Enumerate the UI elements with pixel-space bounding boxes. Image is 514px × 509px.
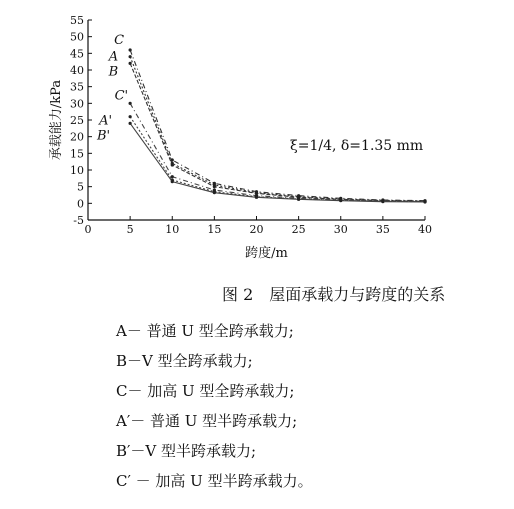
data-point-c-prime bbox=[129, 102, 132, 105]
y-tick-label: 5 bbox=[77, 180, 84, 194]
data-point-b bbox=[213, 185, 216, 188]
caption-item-a-prime: A′－ 普通 U 型半跨承载力; bbox=[116, 412, 298, 430]
data-point-b-prime bbox=[129, 122, 132, 125]
data-point-b-prime bbox=[423, 200, 426, 203]
y-tick-label: 50 bbox=[70, 30, 84, 44]
x-tick-label: 40 bbox=[418, 223, 432, 236]
y-tick-label: -5 bbox=[73, 214, 84, 227]
caption-title: 图 2 屋面承载力与跨度的关系 bbox=[222, 285, 446, 304]
data-point-a-prime bbox=[129, 115, 132, 118]
x-tick-label: 0 bbox=[84, 223, 92, 236]
data-point-b-prime bbox=[339, 199, 342, 202]
series-line-c bbox=[130, 50, 425, 201]
data-point-b bbox=[129, 62, 132, 65]
x-tick-label: 10 bbox=[165, 223, 180, 236]
series-label-c: C bbox=[114, 33, 125, 48]
y-tick-label: 0 bbox=[77, 197, 84, 211]
y-tick-label: 35 bbox=[70, 80, 84, 94]
caption-legend-list bbox=[116, 316, 313, 496]
data-point-b-prime bbox=[381, 200, 384, 203]
x-tick-label: 15 bbox=[207, 223, 222, 236]
data-point-b bbox=[171, 163, 174, 166]
y-tick-label: 20 bbox=[70, 130, 84, 144]
data-point-b-prime bbox=[171, 180, 174, 183]
x-tick-label: 5 bbox=[126, 223, 134, 236]
x-axis-title: 跨度/m bbox=[245, 246, 288, 261]
x-tick-label: 30 bbox=[333, 223, 348, 236]
y-axis-title: 承载能力/kPa bbox=[49, 79, 64, 161]
x-tick-label: 35 bbox=[375, 223, 390, 236]
caption-item-a: A－ 普通 U 型全跨承载力; bbox=[116, 322, 294, 340]
series-line-a bbox=[130, 57, 425, 201]
y-tick-label: 15 bbox=[70, 147, 84, 161]
series-label-a: A bbox=[108, 49, 119, 65]
data-point-c bbox=[129, 48, 132, 51]
data-point-b-prime bbox=[213, 191, 216, 194]
y-tick-label: 10 bbox=[70, 164, 84, 177]
series-line-a-prime bbox=[130, 117, 425, 202]
y-tick-label: 25 bbox=[70, 114, 84, 127]
series-label-c-prime: C' bbox=[114, 88, 129, 104]
y-tick-label: 40 bbox=[70, 64, 84, 77]
x-tick-label: 25 bbox=[291, 223, 306, 236]
y-tick-label: 55 bbox=[70, 14, 84, 27]
caption-item-b: B－V 型全跨承载力; bbox=[116, 352, 253, 370]
data-point-a bbox=[129, 55, 132, 58]
series-label-b: B bbox=[108, 64, 119, 80]
series-label-b-prime: B' bbox=[96, 128, 111, 144]
series-line-b-prime bbox=[130, 123, 425, 202]
series-line-b bbox=[130, 63, 425, 201]
y-tick-label: 45 bbox=[70, 47, 84, 61]
caption-item-c: C－ 加高 U 型全跨承载力; bbox=[116, 382, 295, 400]
caption-item-c-prime: C′ － 加高 U 型半跨承载力。 bbox=[116, 472, 313, 490]
y-tick-label: 30 bbox=[70, 97, 84, 111]
x-tick-label: 20 bbox=[249, 223, 264, 236]
data-point-b-prime bbox=[297, 198, 300, 201]
data-point-b-prime bbox=[255, 196, 258, 199]
parameter-annotation: ξ=1/4, δ=1.35 mm bbox=[290, 138, 424, 154]
series-label-a-prime: A' bbox=[99, 113, 113, 129]
caption-item-b-prime: B′－V 型半跨承载力; bbox=[116, 442, 257, 460]
